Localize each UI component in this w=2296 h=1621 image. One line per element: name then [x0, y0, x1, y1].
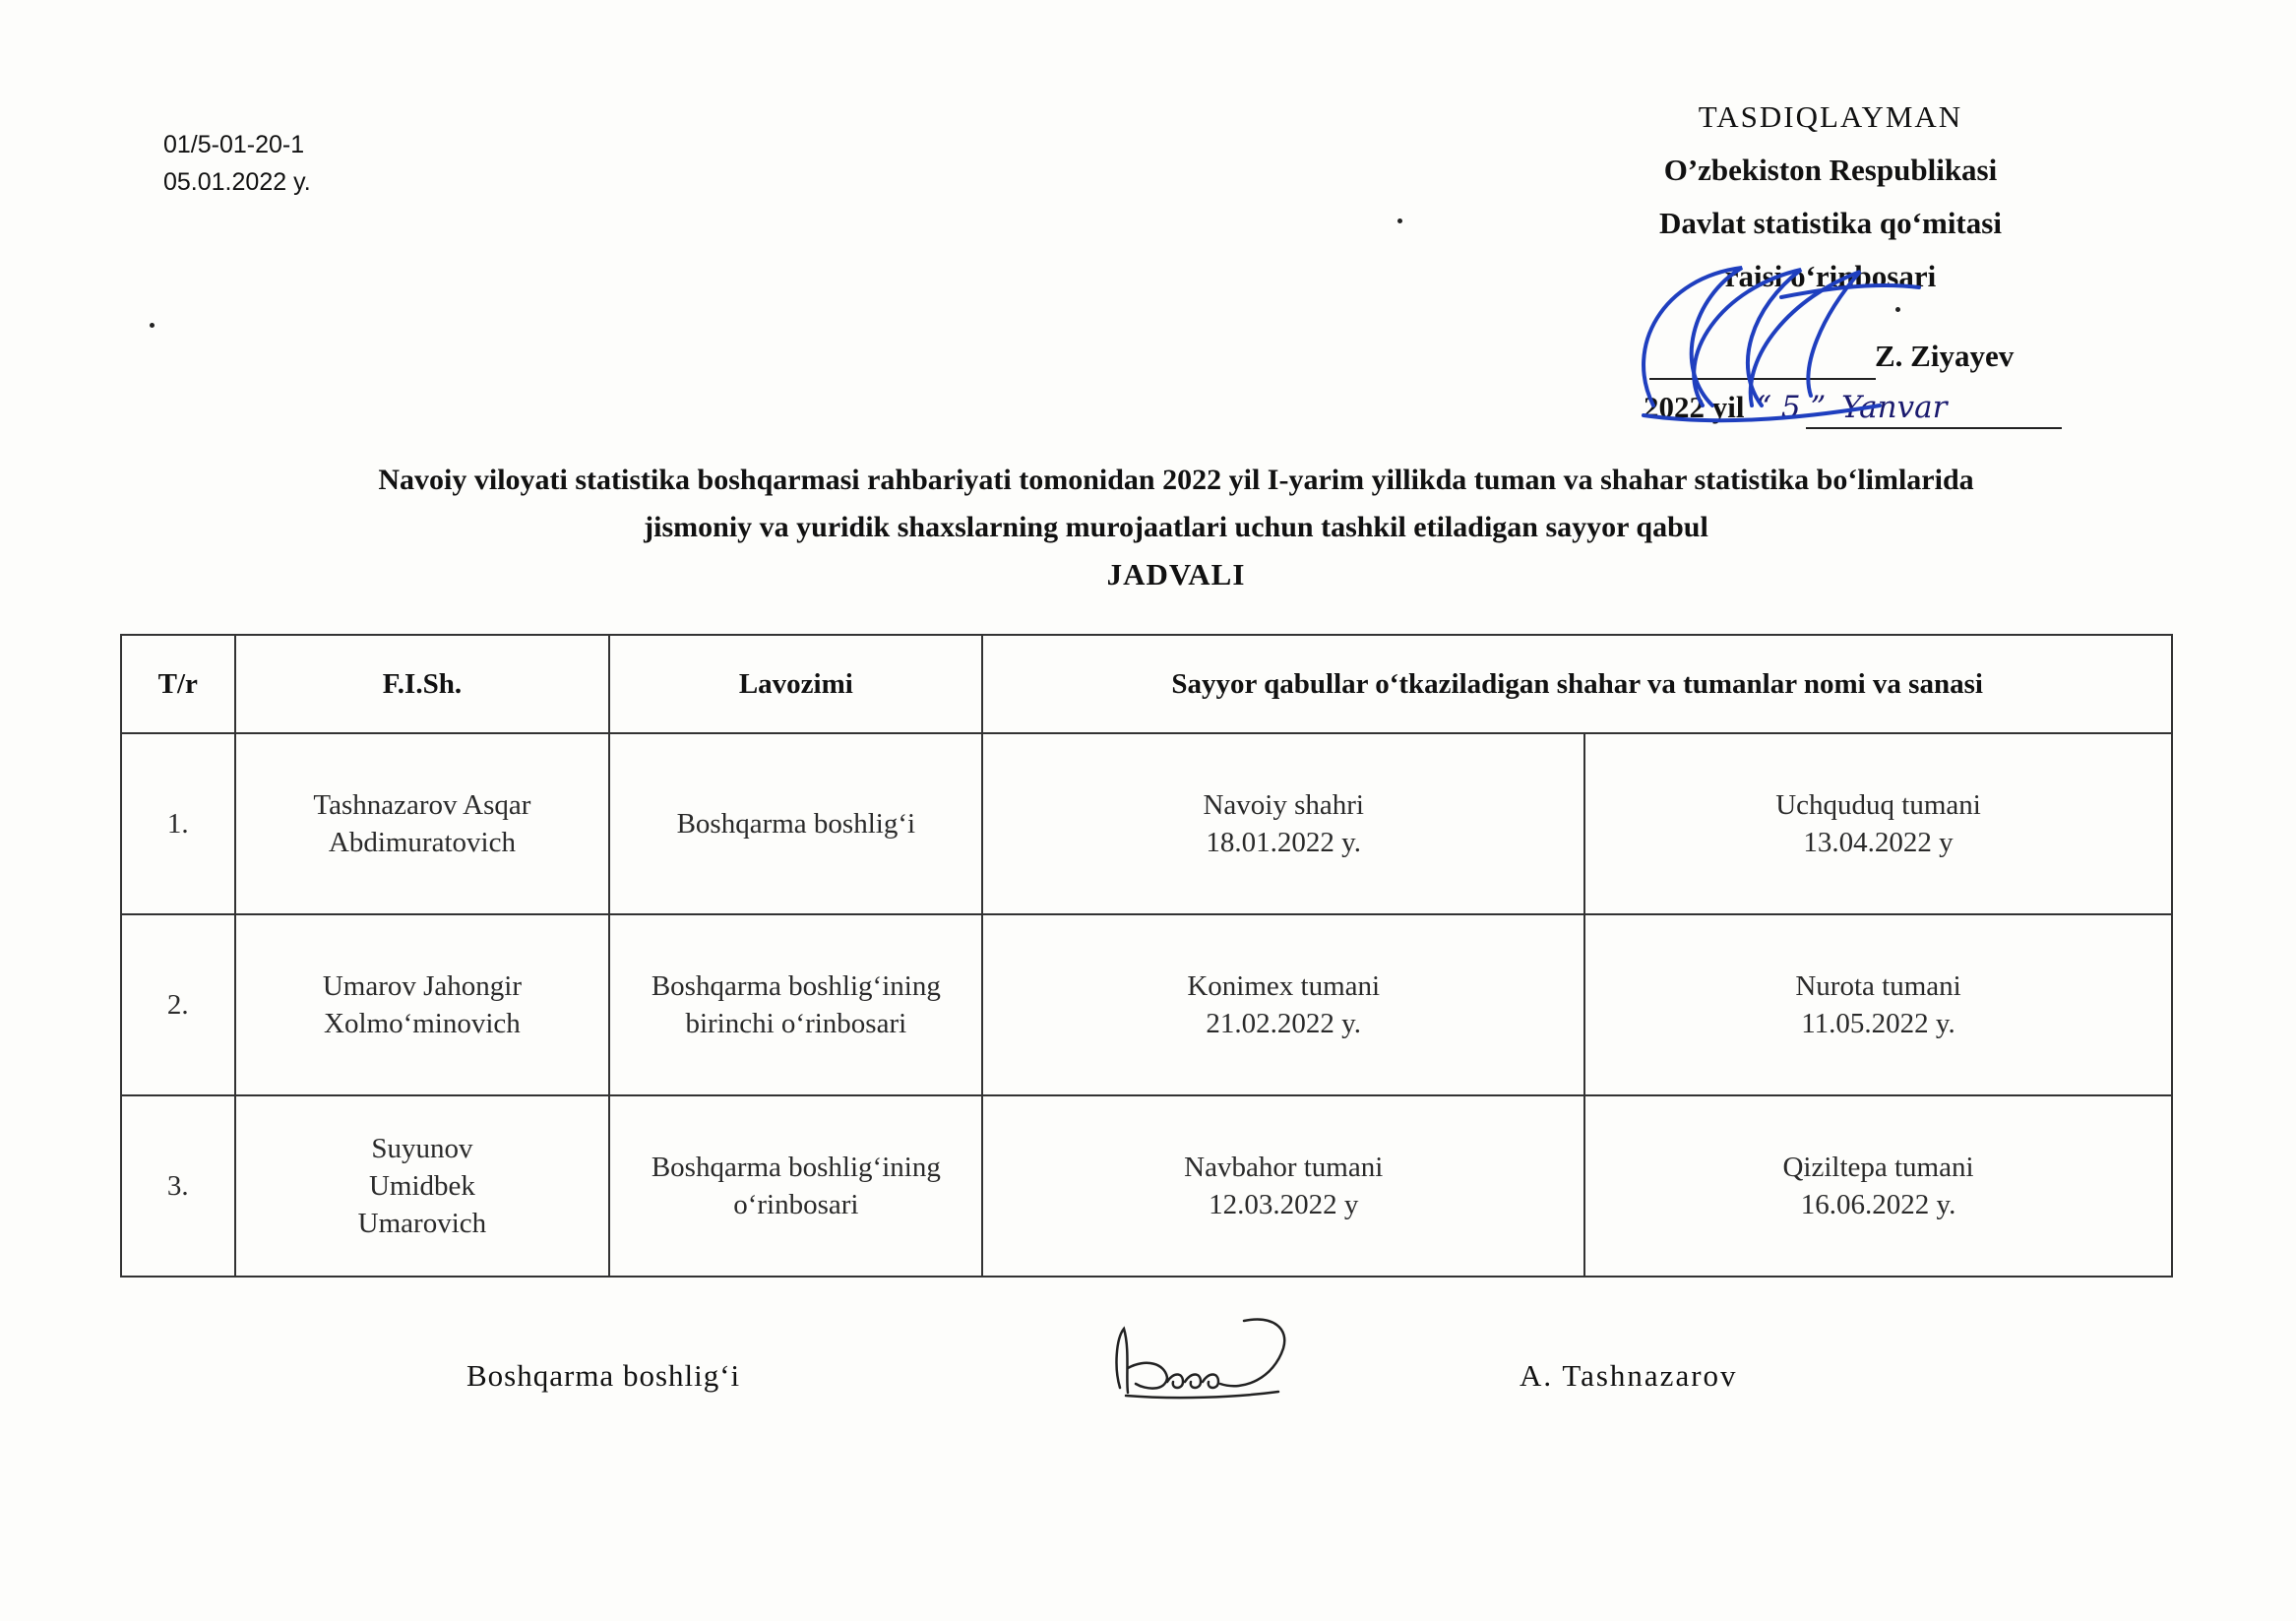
visit-place: Navbahor tumani [1184, 1152, 1384, 1183]
row-full-name: Tashnazarov Asqar Abdimuratovich [235, 733, 610, 914]
row-number: 1. [121, 733, 235, 914]
row-full-name: Umarov Jahongir Xolmo‘minovich [235, 914, 610, 1095]
visit-place: Qiziltepa tumani [1782, 1152, 1974, 1183]
approval-line-committee: Davlat statistika qo‘mitasi [1659, 206, 2002, 240]
heading-line-2: jismoniy va yuridik shaxslarning murojaatlari uchun tashkil etiladigan sayyor qabul [644, 511, 1708, 543]
scan-speck [150, 323, 155, 328]
schedule-table [120, 634, 2173, 1278]
approval-line-position: raisi o‘rinbosari [1724, 259, 1937, 293]
row-visit-2 [1584, 733, 2172, 914]
visit-place: Navoiy shahri [1203, 789, 1364, 821]
document-heading [197, 457, 2155, 598]
visit-date: 16.06.2022 y. [1800, 1189, 1956, 1220]
scan-speck [1895, 307, 1900, 312]
visit-date: 18.01.2022 y. [1206, 827, 1362, 858]
approval-signature [1634, 258, 1929, 435]
footer-signature [1106, 1309, 1303, 1407]
row-visit-1 [982, 914, 1584, 1095]
reference-number: 01/5-01-20-1 [163, 131, 305, 158]
visit-date: 21.02.2022 y. [1206, 1008, 1362, 1039]
table-row [121, 733, 2172, 914]
heading-line-1: Navoiy viloyati statistika boshqarmasi rahbariyati tomonidan 2022 yil I-yarim yillikda tuman va shahar statistika bo‘limlarida [378, 464, 1974, 496]
scan-speck [1397, 218, 1402, 223]
row-full-name: Suyunov Umidbek Umarovich [235, 1095, 610, 1277]
reference-date: 05.01.2022 y. [163, 168, 311, 196]
header-position: Lavozimi [609, 635, 982, 733]
row-visit-2 [1584, 1095, 2172, 1277]
table-header-row [121, 635, 2172, 733]
approval-line-organization: O’zbekiston Respublikasi [1663, 153, 1998, 187]
approval-title: TASDIQLAYMAN [1698, 99, 1963, 134]
visit-place: Nurota tumani [1795, 970, 1961, 1002]
document-reference [163, 126, 311, 201]
approval-year: 2022 yil [1644, 390, 1745, 424]
footer-position: Boshqarma boshlig‘i [466, 1358, 741, 1393]
header-number: T/r [121, 635, 235, 733]
visit-place: Uchquduq tumani [1775, 789, 1981, 821]
table-row [121, 1095, 2172, 1277]
row-position: Boshqarma boshlig‘ining o‘rinbosari [609, 1095, 982, 1277]
row-position: Boshqarma boshlig‘i [609, 733, 982, 914]
approval-month: Yanvar [1841, 390, 1948, 425]
header-full-name: F.I.Sh. [235, 635, 610, 733]
row-number: 3. [121, 1095, 235, 1277]
header-places-and-dates: Sayyor qabullar o‘tkaziladigan shahar va tumanlar nomi va sanasi [982, 635, 2172, 733]
approval-day: “ 5 ” [1756, 390, 1827, 425]
footer-signatory-name: A. Tashnazarov [1520, 1358, 1738, 1393]
visit-date: 12.03.2022 y [1209, 1189, 1359, 1220]
heading-title: JADVALI [1106, 557, 1246, 592]
row-position: Boshqarma boshlig‘ining birinchi o‘rinbosari [609, 914, 982, 1095]
visit-date: 13.04.2022 y [1803, 827, 1954, 858]
row-visit-1 [982, 733, 1584, 914]
approver-name: Z. Ziyayev [1875, 339, 2015, 373]
visit-date: 11.05.2022 y. [1801, 1008, 1955, 1039]
row-visit-1 [982, 1095, 1584, 1277]
row-visit-2 [1584, 914, 2172, 1095]
table-row [121, 914, 2172, 1095]
visit-place: Konimex tumani [1187, 970, 1381, 1002]
row-number: 2. [121, 914, 235, 1095]
